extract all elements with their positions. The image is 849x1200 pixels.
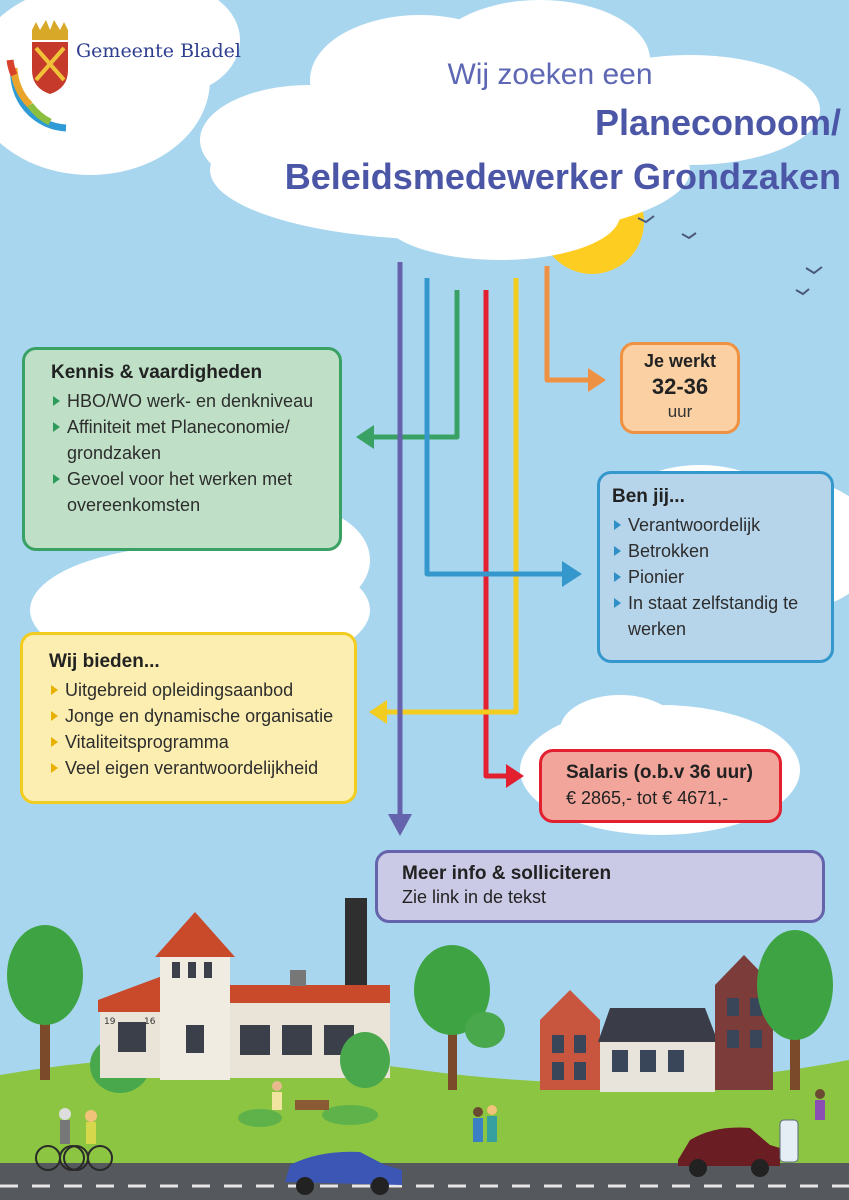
building-year-right: 16 — [144, 1017, 156, 1027]
ben-jij-title: Ben jij... — [612, 486, 685, 507]
kennis-title: Kennis & vaardigheden — [51, 362, 263, 383]
more-info-text: Zie link in de tekst — [402, 887, 547, 907]
hours-unit: uur — [667, 402, 693, 421]
arrow-red — [486, 290, 512, 776]
ben-jij-box — [597, 471, 834, 663]
hours-value: 32-36 — [651, 374, 709, 399]
logo-text: Gemeente Bladel — [76, 40, 241, 62]
more-info-title: Meer info & solliciteren — [402, 863, 612, 884]
wij-bieden-item: Vitaliteitsprogramma — [49, 729, 344, 755]
wij-bieden-item: Uitgebreid opleidingsaanbod — [49, 677, 344, 703]
wij-bieden-title: Wij bieden... — [49, 651, 160, 672]
kennis-item: Affiniteit met Planeconomie/ grondzaken — [51, 414, 325, 466]
wij-bieden-item: Veel eigen verantwoordelijkheid — [49, 755, 344, 781]
page-title-line2: Beleidsmedewerker Grondzaken — [284, 156, 841, 197]
arrow-blue — [427, 278, 565, 574]
arrow-green — [372, 290, 457, 437]
arrow-yellow — [385, 278, 516, 712]
salary-title: Salaris (o.b.v 36 uur) — [566, 762, 753, 783]
kennis-item: HBO/WO werk- en denkniveau — [51, 388, 325, 414]
heading-subtitle: Wij zoeken een — [447, 58, 653, 91]
salary-box — [539, 749, 782, 823]
page-title-line1: Planeconoom/ — [594, 102, 841, 143]
wij-bieden-item: Jonge en dynamische organisatie — [49, 703, 344, 729]
kennis-item: Gevoel voor het werken met overeenkomsten — [51, 466, 325, 518]
wij-bieden-box — [20, 632, 357, 804]
ben-jij-item: Verantwoordelijk — [612, 512, 821, 538]
arrow-orange — [547, 266, 590, 380]
page-title — [285, 96, 841, 204]
hours-label: Je werkt — [643, 351, 717, 371]
ben-jij-item: Pionier — [612, 564, 821, 590]
more-info-box[interactable] — [375, 850, 825, 923]
ben-jij-item: Betrokken — [612, 538, 821, 564]
hours-box — [620, 342, 740, 434]
building-year-left: 19 — [104, 1017, 116, 1027]
salary-value: € 2865,- tot € 4671,- — [566, 788, 729, 808]
ben-jij-item: In staat zelfstandig te werken — [612, 590, 821, 642]
kennis-box — [22, 347, 342, 551]
